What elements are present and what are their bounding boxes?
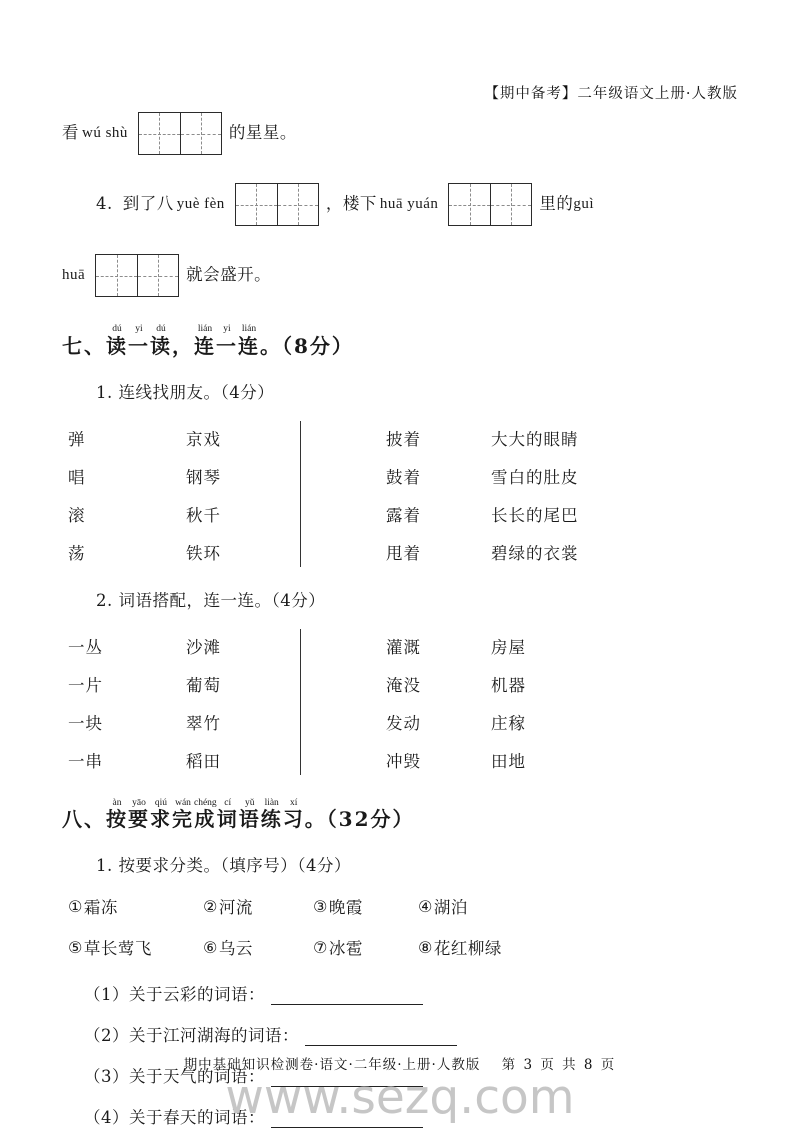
match-cell[interactable]: 大大的眼睛 (491, 429, 579, 449)
match-cell[interactable]: 机器 (491, 675, 526, 695)
answer-blank[interactable] (305, 1030, 457, 1046)
word-bank-item[interactable] (203, 935, 313, 959)
section-7-score: 。（8分） (260, 333, 354, 358)
match-cell[interactable]: 京戏 (186, 429, 221, 449)
circled-number: ③ (313, 896, 328, 916)
tianzige-grid-4[interactable] (95, 254, 179, 297)
grid-cell[interactable] (139, 113, 180, 154)
tianzige-grid-2[interactable] (235, 183, 319, 226)
fill-sentence-line-1 (62, 112, 738, 155)
match-cell[interactable]: 沙滩 (186, 637, 221, 657)
word-bank-word: 晚霞 (328, 898, 363, 917)
grid-cell[interactable] (236, 184, 277, 225)
word-bank-item[interactable] (68, 935, 203, 959)
section-8-char: xí 习 (282, 797, 305, 831)
blank-label: （1）关于云彩的词语： (84, 985, 265, 1004)
match-cell[interactable]: 甩着 (386, 543, 421, 563)
match-cell[interactable]: 发动 (386, 713, 421, 733)
word-bank-word: 霜冻 (83, 898, 118, 917)
matching-table-1 (68, 419, 738, 571)
matching-divider (300, 421, 301, 567)
footer-title: 期中基础知识检测卷·语文·二年级·上册·人教版 (183, 1057, 481, 1073)
match-cell[interactable]: 田地 (491, 751, 526, 771)
sentence2-pinyin-1: yuè fèn (176, 196, 225, 212)
word-bank-word: 草长莺飞 (83, 939, 152, 958)
match-cell[interactable]: 钢琴 (186, 467, 221, 487)
section-8-ex1-label: 1. 按要求分类。（填序号）（4分） (96, 856, 351, 875)
sentence2-number: 4. (96, 194, 113, 214)
sentence1-suffix: 的星星。 (228, 123, 297, 143)
match-cell[interactable]: 弹 (68, 429, 86, 449)
circled-number: ⑥ (203, 937, 218, 957)
section-7-char: yi 一 (128, 324, 150, 358)
circled-number: ① (68, 896, 83, 916)
footer-page-number: 第 3 页 共 8 页 (501, 1057, 617, 1073)
sentence2-middle: ，楼下 (325, 194, 377, 214)
match-cell[interactable]: 雪白的肚皮 (491, 467, 579, 487)
page-content (62, 108, 738, 1128)
section-8-char: àn 按 (106, 797, 128, 831)
tianzige-grid-3[interactable] (448, 183, 532, 226)
match-cell[interactable]: 披着 (386, 429, 421, 449)
section-7-char: ， (172, 333, 194, 358)
grid-cell[interactable] (180, 113, 221, 154)
blank-label: （4）关于春天的词语： (84, 1108, 265, 1127)
section-7-number: 七、 (62, 333, 106, 358)
grid-cell[interactable] (449, 184, 490, 225)
match-cell[interactable]: 房屋 (491, 637, 526, 657)
circled-number: ⑤ (68, 937, 83, 957)
word-bank-item[interactable] (418, 935, 502, 959)
section-7-ex1-label: 1. 连线找朋友。（4分） (96, 382, 275, 402)
match-cell[interactable]: 葡萄 (186, 675, 221, 695)
document-header: 【期中备考】二年级语文上册·人教版 (484, 86, 738, 102)
match-cell[interactable]: 碧绿的衣裳 (491, 543, 579, 563)
match-cell[interactable]: 荡 (68, 543, 86, 563)
grid-cell[interactable] (490, 184, 531, 225)
sentence1-pinyin: wú shù (82, 125, 128, 141)
section-8-char: yāo 要 (128, 797, 150, 831)
word-bank-word: 湖泊 (433, 898, 468, 917)
blank-label: （2）关于江河湖海的词语： (84, 1026, 299, 1045)
fill-sentence-line-2 (96, 183, 738, 226)
sentence2-pinyin-2: huā yuán (379, 196, 439, 212)
circled-number: ⑦ (313, 937, 328, 957)
section-8-char: wán 完 (172, 797, 194, 831)
section-8-number: 八、 (62, 807, 106, 831)
match-cell[interactable]: 长长的尾巴 (491, 505, 579, 525)
match-cell[interactable]: 冲毁 (386, 751, 421, 771)
section-8-char: qiú 求 (150, 797, 172, 831)
section-7-heading (62, 325, 738, 357)
match-cell[interactable]: 唱 (68, 467, 86, 487)
section-8-char: chéng 成 (194, 797, 217, 831)
sentence1-prefix: 看 (62, 123, 79, 143)
blank-row-2 (84, 1022, 738, 1046)
match-cell[interactable]: 露着 (386, 505, 421, 525)
matching-divider (300, 629, 301, 775)
match-cell[interactable]: 庄稼 (491, 713, 526, 733)
grid-cell[interactable] (137, 255, 178, 296)
word-bank-item[interactable] (418, 894, 468, 918)
answer-blank[interactable] (271, 989, 423, 1005)
blank-label: （3）关于天气的词语： (84, 1067, 265, 1086)
section-8-char: liàn 练 (260, 797, 283, 831)
word-bank-item[interactable] (68, 894, 203, 918)
word-bank-item[interactable] (203, 894, 313, 918)
section-7-char: dú 读 (106, 324, 128, 358)
word-bank-word: 乌云 (218, 939, 253, 958)
word-bank-row-1 (68, 894, 738, 918)
circled-number: ⑧ (418, 937, 433, 957)
sentence3-pinyin: huā (62, 267, 86, 283)
sentence2-tail-pinyin: guì (573, 196, 595, 212)
match-cell[interactable]: 翠竹 (186, 713, 221, 733)
section-7-char: dú 读 (150, 324, 172, 358)
word-bank-item[interactable] (313, 935, 418, 959)
sentence2-tail: 里的 (539, 194, 574, 214)
sentence3-suffix: 就会盛开。 (186, 265, 272, 285)
match-cell[interactable]: 鼓着 (386, 467, 421, 487)
section-8-char: cí 词 (216, 797, 239, 831)
blank-row-1 (84, 981, 738, 1005)
word-bank-word: 冰雹 (328, 939, 363, 958)
matching-table-2 (68, 627, 738, 779)
fill-sentence-line-3 (62, 254, 738, 297)
word-bank-word: 花红柳绿 (433, 939, 502, 958)
section-8-char: yǔ 语 (238, 797, 261, 831)
section-7-ex2-label: 2. 词语搭配，连一连。（4分） (96, 590, 326, 610)
match-cell[interactable]: 秋千 (186, 505, 221, 525)
word-bank-word: 河流 (218, 898, 253, 917)
sentence2-prefix: 到了八 (122, 194, 174, 214)
match-cell[interactable]: 灌溉 (386, 637, 421, 657)
watermark: www.sezq.com (225, 1070, 575, 1125)
tianzige-grid-1[interactable] (138, 112, 222, 155)
match-cell[interactable]: 淹没 (386, 675, 421, 695)
match-cell[interactable]: 铁环 (186, 543, 221, 563)
section-7-char: lián 连 (194, 324, 216, 358)
match-cell[interactable]: 滚 (68, 505, 86, 525)
word-bank-row-2 (68, 935, 738, 959)
match-cell[interactable]: 一块 (68, 713, 103, 733)
circled-number: ④ (418, 896, 433, 916)
section-8-heading (62, 799, 738, 831)
match-cell[interactable]: 一片 (68, 675, 103, 695)
section-7-char: yi 一 (216, 324, 238, 358)
grid-cell[interactable] (277, 184, 318, 225)
section-8-score: 。（32分） (304, 807, 415, 831)
circled-number: ② (203, 896, 218, 916)
match-cell[interactable]: 一串 (68, 751, 103, 771)
match-cell[interactable]: 稻田 (186, 751, 221, 771)
section-7-char: lián 连 (238, 324, 260, 358)
word-bank-item[interactable] (313, 894, 418, 918)
grid-cell[interactable] (96, 255, 137, 296)
match-cell[interactable]: 一丛 (68, 637, 103, 657)
